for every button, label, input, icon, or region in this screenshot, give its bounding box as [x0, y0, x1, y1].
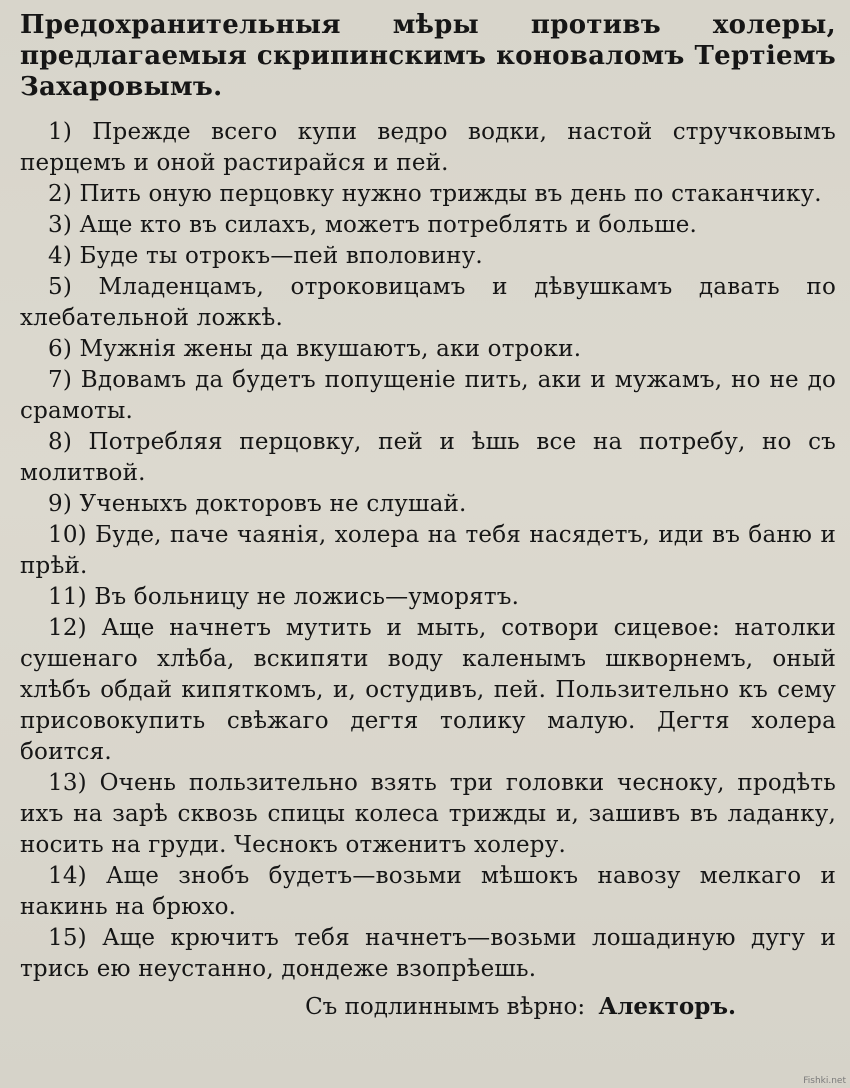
list-item: 9) Ученыхъ докторовъ не слушай. [48, 491, 467, 517]
list-item: 11) Въ больницу не ложись—уморятъ. [48, 584, 520, 610]
list-item: 10) Буде, паче чаянія, холера на тебя насядетъ, иди въ баню и прѣй. [20, 522, 836, 579]
signature-name: Алекторъ. [598, 993, 736, 1020]
list-item: 5) Младенцамъ, отроковицамъ и дѣвушкамъ давать по хлебательной ложкѣ. [20, 274, 836, 331]
list-item: 15) Аще крючитъ тебя начнетъ—возьми лошадиную дугу и трись ею неустанно, дондеже взопрѣешь. [20, 925, 836, 982]
list-item: 3) Аще кто въ силахъ, можетъ потреблять и больше. [48, 212, 698, 238]
watermark: Fishki.net [803, 1076, 846, 1086]
list-item: 2) Пить оную перцовку нужно трижды въ день по стаканчику. [48, 181, 822, 207]
list-item: 8) Потребляя перцовку, пей и ѣшь все на потребу, но съ молитвой. [20, 429, 836, 486]
signature-text: Съ подлиннымъ вѣрно: [305, 994, 586, 1020]
list-item: 7) Вдовамъ да будетъ попущеніе пить, аки и мужамъ, но не до срамоты. [20, 367, 836, 424]
signature-line [20, 991, 836, 1023]
list-item: 13) Очень пользительно взять три головки чесноку, продѣть ихъ на зарѣ сквозь спицы колеса трижды и, зашивъ въ ладанку, носить на груди. Чеснокъ отженитъ холеру. [20, 770, 836, 858]
list-item: 6) Мужнія жены да вкушаютъ, аки отроки. [48, 336, 582, 362]
recommendations-list [20, 117, 836, 985]
list-item: 12) Аще начнетъ мутить и мыть, сотвори сицевое: натолки сушенаго хлѣба, вскипяти воду каленымъ шкворнемъ, оный хлѣбъ обдай кипяткомъ, и, остудивъ, пей. Пользительно къ сему присовокупить свѣжаго дегтя толику малую. Дегтя холера боится. [20, 615, 836, 765]
list-item: 4) Буде ты отрокъ—пей вполовину. [48, 243, 483, 269]
list-item: 1) Прежде всего купи ведро водки, настой стручковымъ перцемъ и оной растирайся и пей. [20, 119, 836, 176]
list-item: 14) Аще знобъ будетъ—возьми мѣшокъ навозу мелкаго и накинь на брюхо. [20, 863, 836, 920]
document-title: Предохранительныя мѣры противъ холеры, предлагаемыя скрипинскимъ коноваломъ Тертіемъ Захаровымъ. [20, 10, 836, 102]
